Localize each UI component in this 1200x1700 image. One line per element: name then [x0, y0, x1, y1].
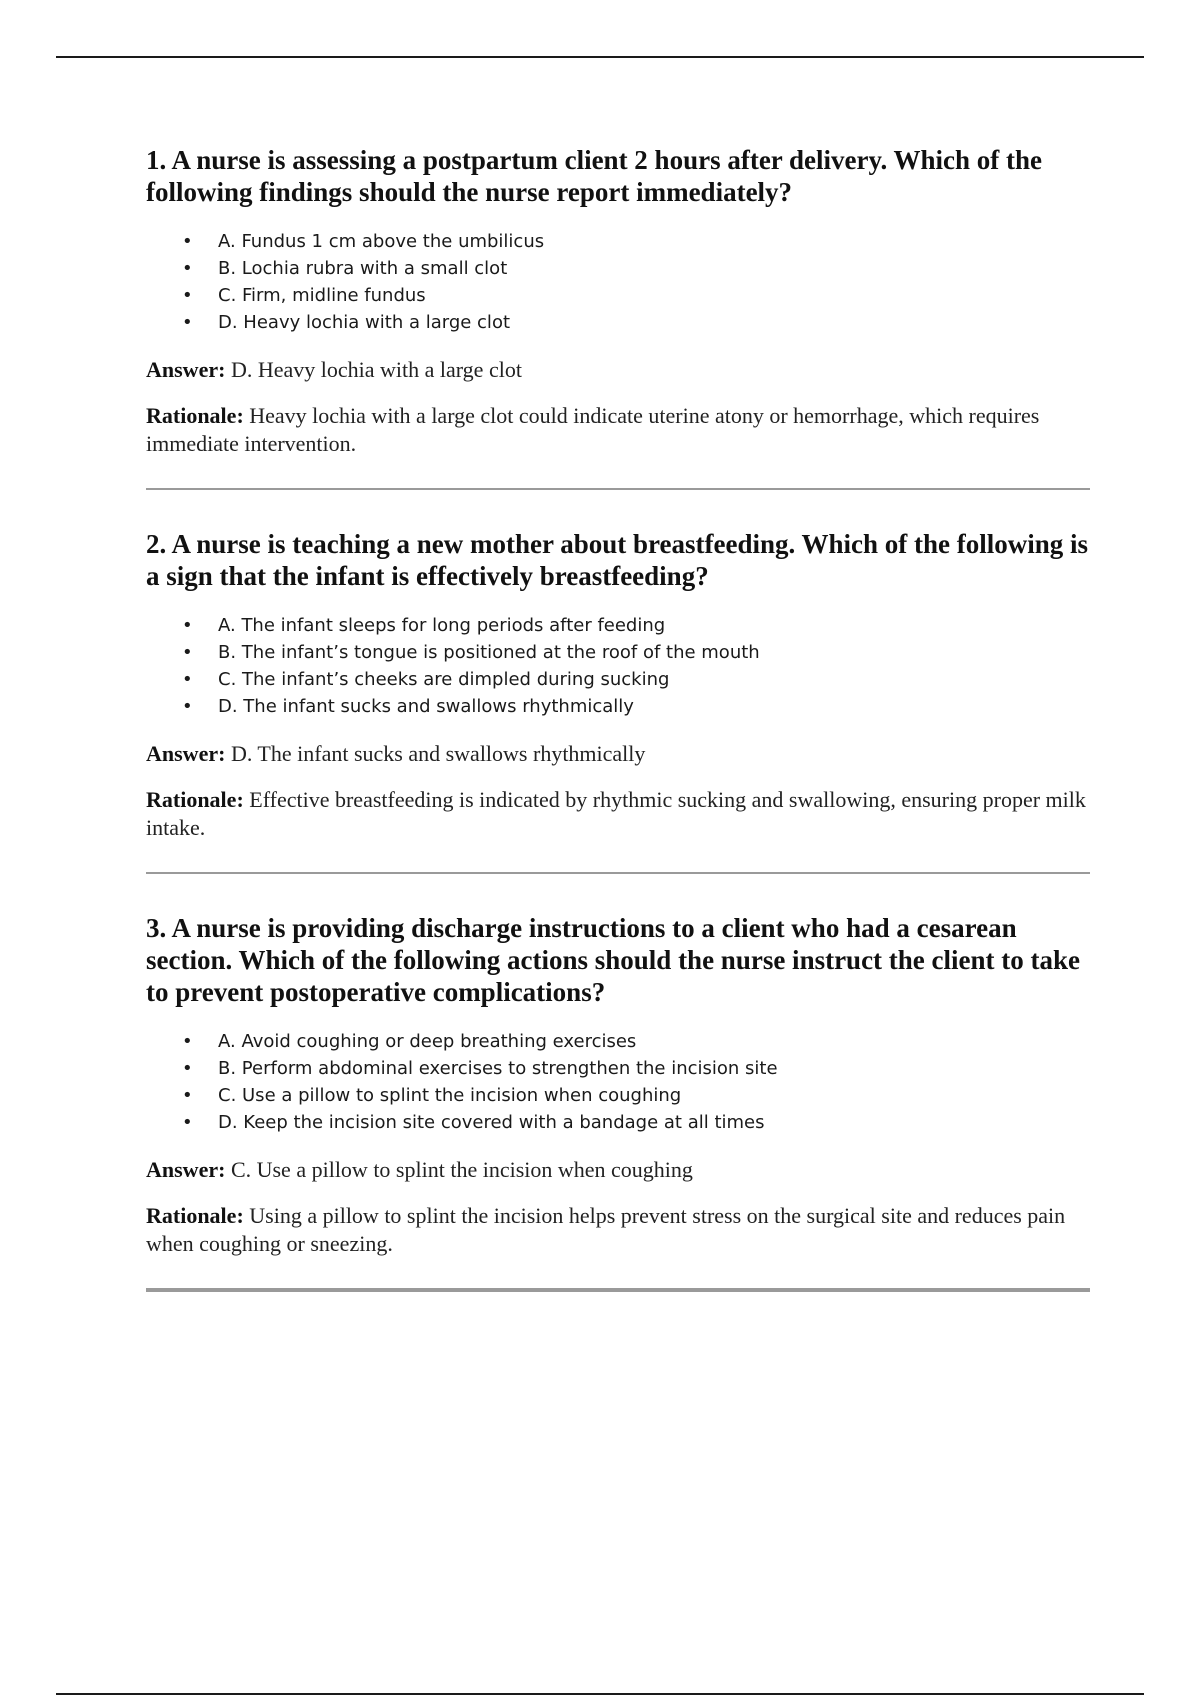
answer-text: D. Heavy lochia with a large clot [230, 357, 522, 382]
answer-label: Answer: [146, 741, 226, 766]
rationale-line [146, 786, 1096, 842]
answer-line [146, 1156, 1096, 1184]
answer-text: C. Use a pillow to splint the incision when coughing [230, 1157, 693, 1182]
document-content [146, 144, 1096, 1330]
option-item: • A. The infant sleeps for long periods after feeding [146, 612, 1096, 639]
answer-text: D. The infant sucks and swallows rhythmically [230, 741, 646, 766]
page-top-rule [56, 56, 1144, 58]
question-text: 2. A nurse is teaching a new mother about breastfeeding. Which of the following is a sign that the infant is effectively breastfeeding? [146, 529, 1089, 591]
section-divider [146, 1288, 1090, 1292]
option-item: • C. The infant’s cheeks are dimpled during sucking [146, 666, 1096, 693]
option-item: • A. Fundus 1 cm above the umbilicus [146, 228, 1096, 255]
question-block-1 [146, 144, 1096, 490]
rationale-label: Rationale: [146, 403, 244, 428]
question-block-3 [146, 912, 1096, 1292]
rationale-text: Heavy lochia with a large clot could indicate uterine atony or hemorrhage, which requires immediate intervention. [146, 403, 1040, 456]
question-block-2 [146, 528, 1096, 874]
rationale-line [146, 1202, 1096, 1258]
rationale-line [146, 402, 1096, 458]
option-item: • B. The infant’s tongue is positioned at the roof of the mouth [146, 639, 1096, 666]
answer-line [146, 740, 1096, 768]
option-item: • D. The infant sucks and swallows rhythmically [146, 693, 1096, 720]
question-text: 1. A nurse is assessing a postpartum client 2 hours after delivery. Which of the following findings should the nurse report immediately? [146, 145, 1043, 207]
option-item: • B. Perform abdominal exercises to strengthen the incision site [146, 1055, 1096, 1082]
question-text: 3. A nurse is providing discharge instructions to a client who had a cesarean section. Which of the following actions should the nurse instruct the client to take to prevent postoperative complications? [146, 913, 1081, 1007]
option-item: • C. Firm, midline fundus [146, 282, 1096, 309]
page-bottom-rule [56, 1693, 1144, 1695]
answer-label: Answer: [146, 1157, 226, 1182]
options-list [146, 228, 1096, 336]
options-list [146, 612, 1096, 720]
rationale-label: Rationale: [146, 787, 244, 812]
section-divider [146, 872, 1090, 874]
rationale-text: Effective breastfeeding is indicated by rhythmic sucking and swallowing, ensuring proper milk intake. [146, 787, 1086, 840]
rationale-label: Rationale: [146, 1203, 244, 1228]
option-item: • D. Heavy lochia with a large clot [146, 309, 1096, 336]
option-item: • B. Lochia rubra with a small clot [146, 255, 1096, 282]
section-divider [146, 488, 1090, 490]
option-item: • D. Keep the incision site covered with a bandage at all times [146, 1109, 1096, 1136]
answer-label: Answer: [146, 357, 226, 382]
rationale-text: Using a pillow to splint the incision helps prevent stress on the surgical site and reduces pain when coughing or sneezing. [146, 1203, 1066, 1256]
options-list [146, 1028, 1096, 1136]
option-item: • A. Avoid coughing or deep breathing exercises [146, 1028, 1096, 1055]
answer-line [146, 356, 1096, 384]
option-item: • C. Use a pillow to splint the incision when coughing [146, 1082, 1096, 1109]
